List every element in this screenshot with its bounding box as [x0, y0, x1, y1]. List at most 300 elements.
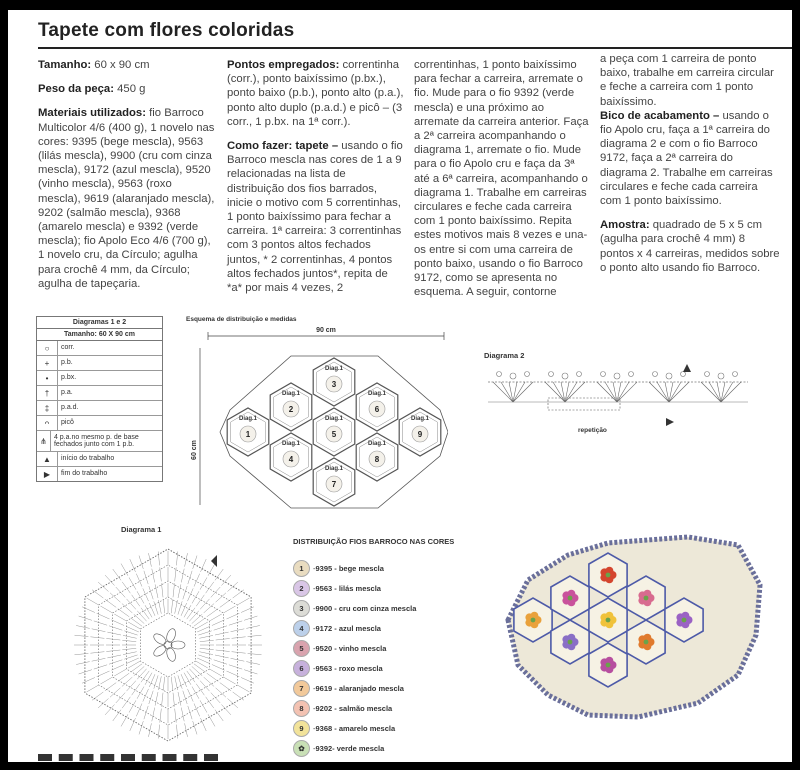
color-number-badge: 4: [293, 620, 310, 637]
color-separator: -: [313, 563, 316, 573]
color-row: [293, 638, 416, 658]
column-materials: [38, 58, 215, 297]
color-row: [293, 678, 416, 698]
weight-label: Peso da peça:: [38, 83, 114, 96]
diagram2-title: Diagrama 2: [484, 351, 525, 360]
d1-stitch: [136, 704, 142, 717]
d1-stitch: [90, 652, 104, 654]
legend-symbol: +: [37, 356, 58, 370]
legend-label: p.a.: [61, 389, 73, 397]
d1-stitch: [75, 635, 89, 636]
d1-stitch: [220, 599, 231, 607]
sample-label: Amostra:: [600, 219, 650, 232]
d1-stitch: [193, 721, 197, 734]
color-label: 9563 - lilás mescla: [315, 583, 381, 593]
d1-stitch: [171, 677, 173, 691]
instructions-text: correntinhas, 1 ponto baixíssimo para fechar a carreira, arremate o fio. Mude para o fio 9392 (verde mescla) e una próximo ao arremate da carreira anterior. Faça a 2ª carreira acompanhando o diagrama 1, arremate o fio. Mude para o fio Apolo cru e faça da 3ª até a 6ª carreira, acompanhando o diagrama 1. Trabalhe em carreiras circulares e feche cada carreira com 1 ponto baixíssimo. Repita estes motivos mais 8 vezes e una-os entre si com uma carreira de ponto baixo, usando o fio Barroco 9172, como se apresenta no esquema. A seguir, contorne: [414, 59, 589, 299]
d1-stitch: [207, 673, 218, 681]
how-to-label: Como fazer: tapete –: [227, 140, 339, 153]
legend-label: corr.: [61, 344, 75, 352]
size-value: 60 x 90 cm: [94, 59, 150, 71]
d1-stitch: [92, 692, 103, 700]
d1-stitch: [107, 632, 121, 635]
d1-stitch: [122, 640, 136, 642]
stitches-text: correntinha (corr.), ponto baixíssimo (p.bx.), ponto baixo (p.b.), ponto alto (p.a.), ponto alto duplo (p.a.d.) e picô – (3 corr., 1 p.bx. na 1ª corr.).: [227, 59, 404, 128]
d2-picot: [718, 373, 724, 379]
d1-stitch: [149, 586, 153, 599]
d1-stitch: [223, 677, 235, 684]
d1-stitch: [181, 708, 184, 722]
legend-symbol: ▲: [37, 452, 58, 466]
color-label: 9520 - vinho mescla: [315, 643, 387, 653]
color-separator: -: [313, 623, 316, 633]
legend-label: picô: [61, 419, 74, 427]
d1-stitch: [233, 692, 244, 700]
d1-stitch: [187, 608, 195, 619]
color-number-badge: ✿: [293, 740, 310, 757]
d1-stitch: [160, 709, 162, 723]
legend-label: p.bx.: [61, 374, 77, 382]
d1-stitch: [162, 583, 164, 597]
d1-stitch: [201, 718, 207, 731]
d1-stitch: [116, 693, 125, 703]
d1-stitch: [82, 607, 95, 613]
photo-flower-center: [606, 573, 611, 578]
d1-stitch: [158, 676, 161, 690]
motif-number: 5: [331, 430, 337, 439]
legend-symbol: ⋔: [37, 431, 51, 451]
color-row: [293, 698, 416, 718]
legend-row: [37, 341, 162, 356]
d2-picot: [549, 372, 554, 377]
photo-flower-center: [531, 618, 536, 623]
d1-stitch: [188, 706, 192, 719]
repeat-label: repetição: [578, 427, 607, 434]
d1-stitch: [109, 660, 122, 664]
column-instructions: [414, 58, 591, 305]
d1-stitch: [116, 587, 125, 597]
d1-stitch: [199, 635, 213, 638]
diagram1-title: Diagrama 1: [121, 525, 162, 534]
d2-picot: [525, 372, 530, 377]
d1-stitch: [123, 652, 137, 655]
d1-stitch: [122, 697, 130, 708]
d1-stitch: [211, 587, 220, 597]
color-number-badge: 9: [293, 720, 310, 737]
motif-number: 1: [245, 430, 251, 439]
d1-stitch: [237, 598, 249, 605]
motif-number: 2: [288, 405, 294, 414]
page: [8, 10, 792, 762]
d1-stitch: [105, 683, 116, 691]
color-number-badge: 1: [293, 560, 310, 577]
d2-picot: [577, 372, 582, 377]
motif-diag-label: Diag.1: [410, 416, 430, 422]
motif-number: 3: [331, 380, 337, 389]
d1-center-petal: [152, 644, 168, 659]
legend-symbol: ▶: [37, 467, 58, 481]
d1-stitch: [87, 685, 99, 692]
color-row: [293, 598, 416, 618]
color-row: [293, 618, 416, 638]
motif-number: 4: [288, 455, 294, 464]
width-label: 90 cm: [316, 327, 336, 334]
d1-stitch: [208, 564, 215, 576]
color-separator: -: [313, 583, 316, 593]
d1-stitch: [216, 688, 226, 697]
d1-stitch: [87, 598, 99, 605]
d1-stitch: [163, 599, 165, 613]
d1-stitch: [248, 653, 262, 654]
legend-label: fim do trabalho: [61, 470, 108, 478]
d1-stitch: [154, 601, 158, 614]
color-row: [293, 558, 416, 578]
color-separator: -: [313, 663, 316, 673]
color-row: [293, 738, 416, 758]
d1-stitch: [204, 677, 214, 686]
d1-stitch: [248, 635, 262, 636]
legend-size: Tamanho: 60 X 90 cm: [37, 329, 162, 341]
distribution-schema: [178, 310, 448, 510]
d1-stitch: [175, 567, 177, 581]
d1-stitch: [130, 559, 136, 572]
d1-stitch: [94, 621, 107, 625]
color-label: 9619 - alaranjado mescla: [315, 683, 404, 693]
diagram2: [478, 360, 768, 435]
d1-stitch: [192, 666, 202, 675]
color-label: 9395 - bege mescla: [315, 563, 384, 573]
legend-symbol: †: [37, 386, 58, 400]
d1-stitch: [121, 714, 128, 726]
d1-stitch: [130, 718, 136, 731]
motif-diag-label: Diag.1: [281, 441, 301, 447]
d1-stitch: [137, 687, 144, 699]
color-separator: -: [313, 683, 316, 693]
d1-stitch: [241, 607, 254, 613]
photo-flower-center: [644, 640, 649, 645]
d1-stitch: [136, 574, 142, 587]
d1-stitch: [194, 704, 200, 717]
d1-stitch: [155, 692, 158, 706]
next-title-fragment: [38, 754, 218, 762]
color-row: [293, 578, 416, 598]
d1-stitch: [98, 699, 108, 708]
d1-stitch: [152, 708, 155, 722]
color-number-badge: 8: [293, 700, 310, 717]
d1-stitch: [149, 691, 153, 704]
d1-stitch: [199, 652, 213, 655]
d1-stitch: [144, 571, 148, 584]
d1-stitch: [114, 614, 126, 621]
color-label: 9368 - amarelo mescla: [315, 723, 396, 733]
d1-stitch: [113, 710, 121, 721]
finishing-text: a peça com 1 carreira de ponto baixo, trabalhe em carreira circular e feche a carreira com 1 ponto baixíssimo.: [600, 53, 774, 108]
d1-stitch: [189, 669, 198, 679]
color-label: 9172 - azul mescla: [315, 623, 381, 633]
d1-stitch: [215, 655, 229, 658]
d1-stitch: [134, 614, 144, 623]
d1-stitch: [220, 683, 231, 691]
motif-number: 7: [331, 480, 337, 489]
stitch-legend: [36, 316, 163, 482]
d1-stitch: [134, 666, 144, 675]
photo-flower-center: [682, 618, 687, 623]
d2-repeat-box: [548, 398, 620, 410]
d1-stitch: [187, 671, 195, 682]
d1-stitch: [216, 650, 230, 652]
legend-row: [37, 401, 162, 416]
d1-stitch: [144, 706, 148, 719]
color-number-badge: 6: [293, 660, 310, 677]
d1-stitch: [105, 575, 114, 585]
d1-stitch: [233, 590, 244, 598]
d1-stitch: [228, 699, 238, 708]
legend-symbol: ○: [37, 341, 58, 355]
d1-stitch: [111, 620, 124, 626]
photo-flower-center: [644, 596, 649, 601]
d1-stitch: [107, 655, 121, 658]
materials-text: fio Barroco Multicolor 4/6 (400 g), 1 novelo nas cores: 9395 (bege mescla), 9563 (lilás mescla), 9900 (cru com cinza mescla), 9172 (azul mescla), 9520 (vinho mescla), 9563 (roxo mescla), 9619 (alaranjado mescla), 9202 (salmão mescla), 9368 (amarelo mescla) e 9392 (verde mescla); fio Apolo Eco 4/6 (700 g), 1 novelo cru, da Círculo; agulha para crochê 4 mm, da Círculo; agulha de tapeçaria.: [38, 107, 215, 290]
diagram1: [63, 535, 283, 760]
motif-number: 6: [374, 405, 380, 414]
d2-picot: [705, 372, 710, 377]
color-number-badge: 7: [293, 680, 310, 697]
legend-row: [37, 467, 162, 481]
d1-stitch: [90, 637, 104, 639]
page-title: Tapete com flores coloridas: [38, 20, 295, 41]
d1-stitch: [246, 662, 260, 665]
d1-stitch: [246, 626, 260, 629]
d1-stitch: [207, 609, 218, 617]
color-number-badge: 5: [293, 640, 310, 657]
color-label: 9900 - cru com cinza mescla: [315, 603, 417, 613]
d1-stitch: [82, 678, 95, 684]
d1-stitch: [139, 556, 143, 569]
d1-stitch: [178, 584, 181, 598]
d1-stitch: [232, 637, 246, 639]
d2-start-arrow: [683, 364, 691, 372]
d1-stitch: [201, 559, 207, 572]
sample-text: quadrado de 5 x 5 cm (agulha para crochê 4 mm) 8 pontos x 4 carreiras, medidos sobre o ponto alto usando fio Barroco.: [600, 219, 780, 274]
d2-picot: [653, 372, 658, 377]
d1-stitch: [162, 693, 164, 707]
d1-stitch: [114, 669, 126, 676]
d1-stitch: [215, 632, 229, 635]
edge-label: Bico de acabamento –: [600, 109, 720, 122]
d1-stitch: [132, 684, 140, 695]
d1-stitch: [122, 648, 136, 650]
d1-stitch: [139, 721, 143, 734]
d1-stitch: [143, 588, 149, 601]
d1-stitch: [192, 687, 199, 699]
how-to-text: usando o fio Barroco mescla nas cores de 1 a 9 relacionadas na lista de distribuição dos fios barrados, inicie o motivo com 5 correntinhas, 1 ponto baixíssimo para fechar a carreira. 1ª carreira: 3 correntinhas com 3 pontos altos fechados juntos, * 2 correntinhas, 4 pontos altos fechados juntos*, repita de *a* por mais 4 vezes, 2: [227, 140, 403, 295]
color-number-badge: 3: [293, 600, 310, 617]
legend-label: p.a.d.: [61, 404, 79, 412]
d1-stitch: [132, 595, 140, 606]
d1-stitch: [106, 639, 120, 641]
d1-stitch: [210, 669, 222, 676]
d1-stitch: [129, 700, 136, 712]
d1-stitch: [178, 692, 181, 706]
d1-stitch: [229, 665, 242, 669]
color-separator: -: [313, 643, 316, 653]
d1-stitch: [101, 606, 113, 613]
legend-label: 4 p.a.no mesmo p. de base fechados junto com 1 p.b.: [53, 433, 139, 448]
motif-diag-label: Diag.1: [367, 441, 387, 447]
photo-flower-center: [568, 596, 573, 601]
d1-stitch: [214, 660, 227, 664]
d1-stitch: [200, 700, 207, 712]
d1-stitch: [206, 697, 214, 708]
motif-diag-label: Diag.1: [281, 391, 301, 397]
stitches-label: Pontos empregados:: [227, 59, 340, 71]
d1-stitch: [141, 608, 149, 619]
d1-stitch: [163, 677, 165, 691]
d1-stitch: [171, 599, 173, 613]
legend-row: [37, 431, 162, 452]
d1-stitch: [192, 591, 199, 603]
d1-stitch: [229, 621, 242, 625]
title-rule: [38, 47, 792, 49]
height-label: 60 cm: [191, 440, 198, 460]
edge-text: usando o fio Apolo cru, faça a 1ª carreira do diagrama 2 e com o fio Barroco 9172, faça a 2ª carreira do diagrama 2. Trabalhe em carreiras circulares e feche cada carreira com 1 ponto baixíssimo.: [600, 109, 773, 208]
legend-label: p.b.: [61, 359, 73, 367]
d1-stitch: [200, 640, 214, 642]
d1-stitch: [178, 675, 182, 688]
color-separator: -: [313, 703, 316, 713]
d1-stitch: [212, 620, 225, 626]
d1-stitch: [215, 569, 223, 580]
motif-diag-label: Diag.1: [238, 416, 258, 422]
color-separator: -: [313, 723, 316, 733]
legend-row: [37, 356, 162, 371]
d1-stitch: [75, 653, 89, 654]
d1-stitch: [222, 705, 231, 715]
motif-number: 8: [374, 455, 380, 464]
d1-stitch: [173, 693, 175, 707]
d1-stitch: [76, 626, 90, 629]
d1-stitch: [183, 691, 187, 704]
d1-stitch: [143, 689, 149, 702]
legend-row: [37, 386, 162, 401]
schema-title: Esquema de distribuição e medidas: [186, 316, 297, 323]
color-separator: -: [313, 743, 316, 753]
legend-label: início do trabalho: [61, 455, 115, 463]
d1-stitch: [216, 639, 230, 641]
d1-stitch: [244, 616, 257, 620]
d1-stitch: [122, 604, 132, 613]
d1-stitch: [155, 584, 158, 598]
d1-stitch: [175, 676, 178, 690]
d1-stitch: [76, 662, 90, 665]
motif-diag-label: Diag.1: [324, 416, 344, 422]
d1-stitch: [109, 626, 122, 630]
motif-diag-label: Diag.1: [367, 391, 387, 397]
d1-stitch: [194, 574, 200, 587]
d1-stitch: [79, 670, 92, 674]
d1-stitch: [160, 567, 162, 581]
d1-stitch: [175, 600, 178, 614]
d1-stitch: [176, 725, 177, 739]
motif-diag-label: Diag.1: [324, 366, 344, 372]
d1-stitch: [237, 685, 249, 692]
d1-stitch: [196, 595, 204, 606]
legend-row: [37, 416, 162, 431]
d1-stitch: [105, 599, 116, 607]
d1-stitch: [131, 618, 142, 626]
d1-stitch: [173, 583, 175, 597]
color-label: 9202 - salmão mescla: [315, 703, 393, 713]
color-row: [293, 658, 416, 678]
d1-stitch: [228, 582, 238, 591]
d1-stitch: [118, 609, 129, 617]
d1-stitch: [188, 588, 194, 601]
d1-stitch: [192, 614, 202, 623]
legend-symbol: ‡: [37, 401, 58, 415]
legend-symbol: •: [37, 371, 58, 385]
d1-stitch: [214, 626, 227, 630]
color-row: [293, 718, 416, 738]
d2-picot: [510, 373, 516, 379]
d1-stitch: [223, 606, 235, 613]
d1-center-petal: [152, 632, 168, 647]
d1-stitch: [131, 664, 142, 672]
d1-stitch: [158, 552, 159, 566]
d1-stitch: [92, 590, 103, 598]
d1-stitch: [129, 578, 136, 590]
legend-symbol: ᴖ: [37, 416, 58, 430]
d2-picot: [562, 373, 568, 379]
d1-stitch: [210, 614, 222, 621]
color-label: 9392- verde mescla: [315, 743, 385, 753]
d2-picot: [733, 372, 738, 377]
legend-row: [37, 371, 162, 386]
photo-flower-center: [606, 663, 611, 668]
d1-stitch: [206, 582, 214, 593]
legend-title: Diagramas 1 e 2: [37, 317, 162, 329]
weight-value: 450 g: [117, 83, 146, 96]
d1-stitch: [241, 678, 254, 684]
d2-picot: [614, 373, 620, 379]
d1-stitch: [200, 648, 214, 650]
d1-stitch: [111, 665, 124, 671]
d1-stitch: [149, 553, 152, 567]
d1-stitch: [188, 571, 192, 584]
color-number-badge: 2: [293, 580, 310, 597]
rug-photo: [488, 525, 773, 725]
d1-stitch: [122, 582, 130, 593]
d2-picot: [601, 372, 606, 377]
d1-stitch: [137, 591, 144, 603]
d1-stitch: [183, 586, 187, 599]
d1-stitch: [118, 673, 129, 681]
d2-picot: [497, 372, 502, 377]
d1-stitch: [196, 684, 204, 695]
d1-stitch: [94, 665, 107, 669]
motif-diag-label: Diag.1: [324, 466, 344, 472]
d1-stitch: [193, 556, 197, 569]
d1-stitch: [141, 671, 149, 682]
column-stitches: [227, 58, 404, 301]
photo-flower-center: [606, 618, 611, 623]
d1-stitch: [181, 569, 184, 583]
d2-picot: [666, 373, 672, 379]
d2-picot: [629, 372, 634, 377]
d1-stitch: [106, 650, 120, 652]
d2-picot: [681, 372, 686, 377]
column-finishing: [600, 52, 780, 281]
d1-stitch: [101, 677, 113, 684]
